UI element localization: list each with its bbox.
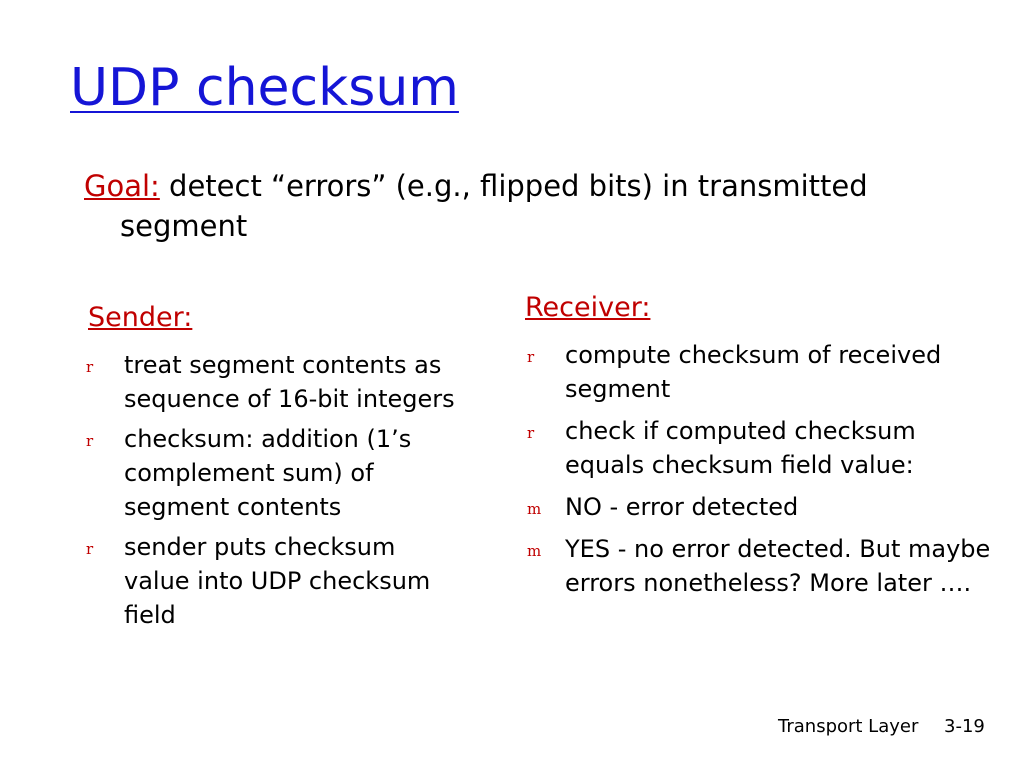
goal-text-continuation: segment: [120, 209, 248, 243]
list-item-text: check if computed checksum equals checksum field value:: [565, 417, 916, 479]
list-item: [84, 530, 464, 632]
bullet-marker: r: [86, 540, 94, 558]
receiver-heading: Receiver:: [525, 292, 651, 323]
bullet-marker: r: [527, 424, 535, 442]
list-item: [525, 532, 995, 600]
sender-heading: Sender:: [88, 302, 193, 333]
sender-column: [84, 294, 464, 638]
sender-list: [84, 348, 464, 632]
page-number: 3-19: [944, 716, 985, 737]
list-item: [525, 490, 995, 524]
list-item-text: NO - error detected: [565, 493, 799, 521]
list-item-text: compute checksum of received segment: [565, 341, 942, 403]
goal-label: Goal:: [84, 169, 160, 203]
footer-topic: Transport Layer: [778, 716, 919, 737]
list-item-text: checksum: addition (1’s complement sum) of segment contents: [124, 425, 412, 521]
list-item: [84, 348, 464, 416]
bullet-marker: m: [527, 542, 542, 560]
bullet-marker: m: [527, 500, 542, 518]
list-item: [525, 338, 995, 406]
list-item: [84, 422, 464, 524]
slide-title: UDP checksum: [70, 58, 459, 118]
goal-text: detect “errors” (e.g., flipped bits) in transmitted: [159, 169, 868, 203]
receiver-list: [525, 338, 995, 600]
list-item-text: sender puts checksum value into UDP checksum field: [124, 533, 431, 629]
bullet-marker: r: [527, 348, 535, 366]
receiver-column: [525, 290, 995, 608]
list-item-text: YES - no error detected. But maybe errors nonetheless? More later ….: [565, 535, 991, 597]
bullet-marker: r: [86, 432, 94, 450]
list-item: [525, 414, 995, 482]
bullet-marker: r: [86, 358, 94, 376]
list-item-text: treat segment contents as sequence of 16-bit integers: [124, 351, 455, 413]
goal-statement: [84, 166, 984, 246]
